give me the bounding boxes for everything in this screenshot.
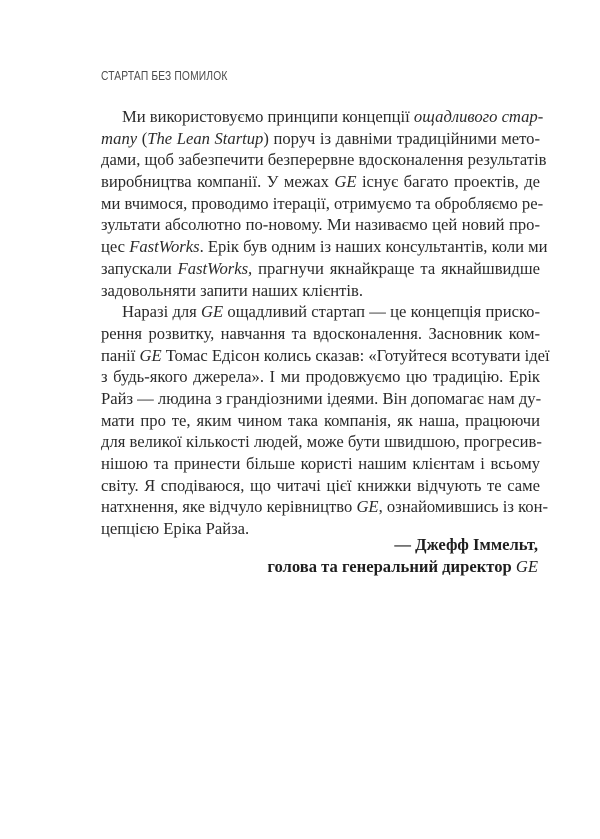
text-run: Томас Едісон колись сказав: «Готуйтеся всотувати ідеї [161,345,550,365]
text-line [101,453,540,475]
text-line [101,496,549,518]
text-line [101,193,544,215]
paragraph [101,106,548,301]
italic-run: тапу [101,128,138,148]
text-run: цепцією Еріка Райза. [101,519,250,539]
text-run: , ознайомившись із кон- [378,497,549,517]
text-run: мати про те, яким чином така компанія, як наша, працюючи [101,410,540,430]
text-line [101,128,540,150]
foreword-body [101,106,550,540]
text-line [101,410,540,432]
text-run: для [172,302,197,322]
text-run: запускали [101,258,178,278]
text-line [101,214,540,236]
running-head: СТАРТАП БЕЗ ПОМИЛОК [101,69,228,83]
signature-role: голова та генеральний директор [267,556,516,576]
text-line [101,388,540,410]
text-run: Райз — людина з грандіозними ідеями. Він допомагає нам ду- [101,388,542,408]
text-run: прагнучи якнайкраще та якнайшвидше [252,258,541,278]
paragraph [101,301,550,540]
signature-company: GE [515,556,538,576]
text-line [101,431,540,453]
text-run: натхнення, яке відчуло керівництво [101,497,357,517]
text-run: Ми використовуємо принципи концепції [122,107,414,126]
text-line [101,366,540,388]
signature-title [267,556,538,578]
signature-author: — Джефф Іммельт, [394,535,538,554]
text-run: ) поруч із давніми традиційними мето- [263,128,540,148]
text-run: існує багато проектів, де [356,172,540,192]
text-run: з будь-якого джерела». І ми продовжуємо цю традицію. Ерік [101,367,540,387]
italic-run: ощадливого стар- [413,107,544,126]
text-run: світу. Я сподіваюся, що читачі цієї книжки відчують те саме [101,475,540,495]
text-run: задовольняти запити наших клієнтів. [101,280,363,300]
text-run: Наразі [122,302,173,322]
text-run: нішою та принести більше користі нашим клієнтам і всьому [101,454,540,473]
text-run: ( [137,128,148,148]
italic-run: The Lean Startup [147,128,264,148]
italic-run: GE [334,172,357,192]
italic-run: GE [356,497,379,517]
italic-run: GE [139,345,162,365]
text-run: . Ерік був одним із наших консультантів, коли ми [199,237,548,257]
text-run: панії [101,345,140,365]
text-run: рення розвитку, навчання та вдосконалення. Засновник ком- [101,323,540,343]
text-line [101,475,540,497]
text-line [101,149,547,171]
signature [267,534,538,577]
text-run: ми вчимося, проводимо ітерації, отримуємо та обробляємо ре- [101,193,544,213]
text-run: дами, щоб забезпечити безперервне вдосконалення результатів [101,150,547,170]
text-run: ощадливий стартап — це концепція приско- [223,302,540,322]
text-run: виробництва компанії. У межах [101,172,335,192]
text-line [101,258,540,280]
italic-run: GE [201,302,224,322]
text-line [101,301,540,323]
text-run: для великої кількості людей, може бути швидшою, прогресив- [101,432,542,452]
text-line [101,345,550,367]
text-line [101,280,540,302]
italic-run: FastWorks, [177,258,253,278]
text-line [101,236,548,258]
italic-run: FastWorks [129,237,200,257]
text-line [101,323,540,345]
text-run: зультати абсолютно по-новому. Ми називаємо цей новий про- [101,215,540,235]
text-line [101,171,540,193]
text-line [101,106,544,128]
text-run: цес [101,237,130,257]
